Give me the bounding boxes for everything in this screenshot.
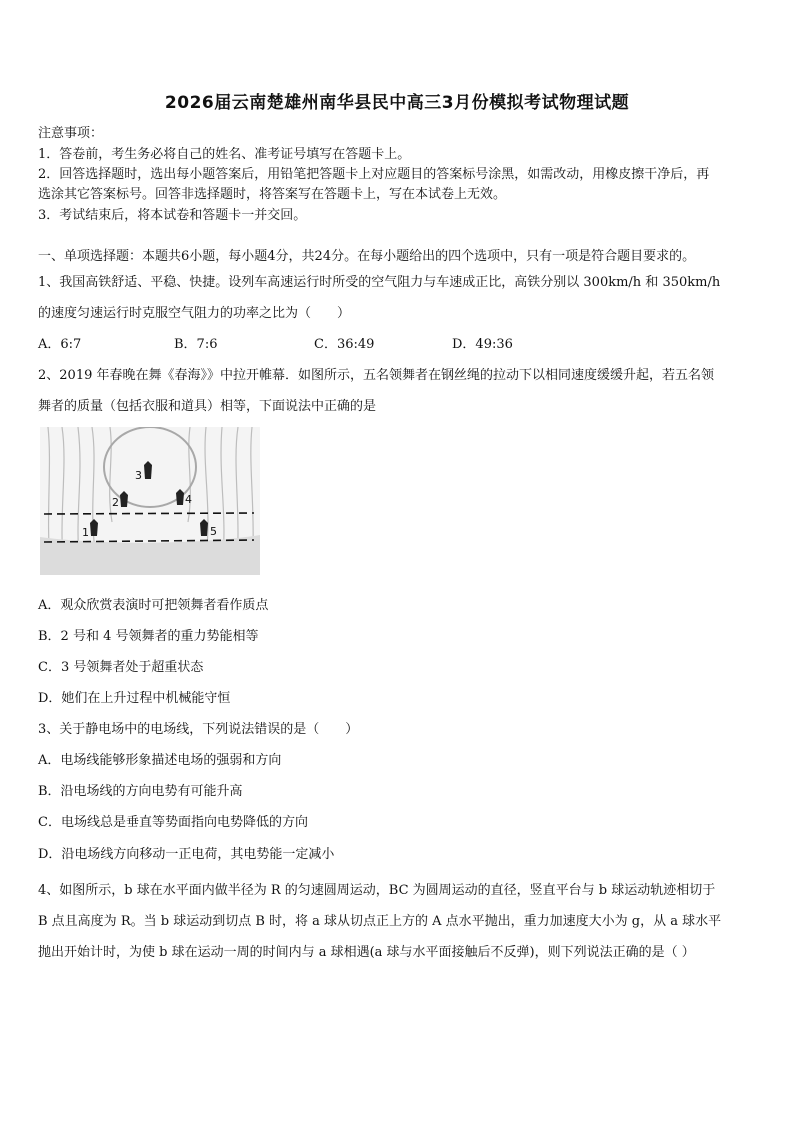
q1-option-a: A．6:7: [38, 337, 82, 352]
label-5: 5: [210, 525, 217, 538]
q4-line-2: B 点且高度为 R。当 b 球运动到切点 B 时，将 a 球从切点正上方的 A 点水平抛出，重力加速度大小为 g，从 a 球水平: [38, 914, 722, 929]
q2-line-2: 舞者的质量（包括衣服和道具）相等，下面说法中正确的是: [38, 399, 377, 414]
page-title: 2026届云南楚雄州南华县民中高三3月份模拟考试物理试题: [164, 93, 630, 113]
notice-item-2: 2．回答选择题时，选出每小题答案后，用铅笔把答题卡上对应题目的答案标号涂黑，如需改动，用橡皮擦干净后，再: [38, 167, 710, 182]
label-2: 2: [112, 496, 119, 509]
stage-photo: [40, 427, 260, 575]
label-4: 4: [185, 493, 192, 506]
label-3: 3: [135, 469, 142, 482]
q1-line-2: 的速度匀速运行时克服空气阻力的功率之比为（ ）: [38, 306, 351, 321]
q1-option-d: D．49:36: [452, 337, 513, 352]
q1-line-1: 1、我国高铁舒适、平稳、快捷。设列车高速运行时所受的空气阻力与车速成正比，高铁分别以 300km/h 和 350km/h: [38, 275, 721, 290]
q3-line-1: 3、关于静电场中的电场线，下列说法错误的是（ ）: [38, 722, 359, 737]
q2-option-b: B．2 号和 4 号领舞者的重力势能相等: [38, 629, 259, 644]
q3-option-c: C．电场线总是垂直等势面指向电势降低的方向: [38, 815, 308, 830]
q2-option-c: C．3 号领舞者处于超重状态: [38, 660, 204, 675]
q4-line-3: 抛出开始计时，为使 b 球在运动一周的时间内与 a 球相遇(a 球与水平面接触后不反弹)，则下列说法正确的是（ ）: [38, 945, 695, 960]
q2-line-1: 2、2019 年春晚在舞《春海》》中拉开帷幕．如图所示，五名领舞者在钢丝绳的拉动下以相同速度缓缓升起，若五名领: [38, 368, 714, 383]
q1-options: [38, 333, 513, 352]
q4-line-1: 4、如图所示，b 球在水平面内做半径为 R 的匀速圆周运动，BC 为圆周运动的直径，竖直平台与 b 球运动轨迹相切于: [38, 883, 716, 898]
q2-option-a: A．观众欣赏表演时可把领舞者看作质点: [38, 598, 269, 613]
q3-option-b: B．沿电场线的方向电势有可能升高: [38, 784, 243, 799]
q3-option-a: A．电场线能够形象描述电场的强弱和方向: [38, 753, 282, 768]
dancers-figure: [40, 427, 260, 575]
q1-option-c: C．36:49: [314, 337, 375, 352]
notice-item-3: 3．考试结束后，将本试卷和答题卡一并交回。: [38, 208, 307, 223]
q3-option-d: D．沿电场线方向移动一正电荷，其电势能一定减小: [38, 847, 335, 862]
section-heading: 一、单项选择题：本题共6小题，每小题4分，共24分。在每小题给出的四个选项中，只有一项是符合题目要求的。: [38, 249, 696, 264]
label-1: 1: [82, 526, 89, 539]
q1-option-b: B．7:6: [174, 337, 218, 352]
q2-option-d: D．她们在上升过程中机械能守恒: [38, 691, 231, 706]
notice-item-2-cont: 选涂其它答案标号。回答非选择题时，将答案写在答题卡上，写在本试卷上无效。: [38, 187, 507, 202]
notice-item-1: 1．答卷前，考生务必将自己的姓名、准考证号填写在答题卡上。: [38, 147, 411, 162]
notice-heading: 注意事项：: [38, 126, 104, 141]
